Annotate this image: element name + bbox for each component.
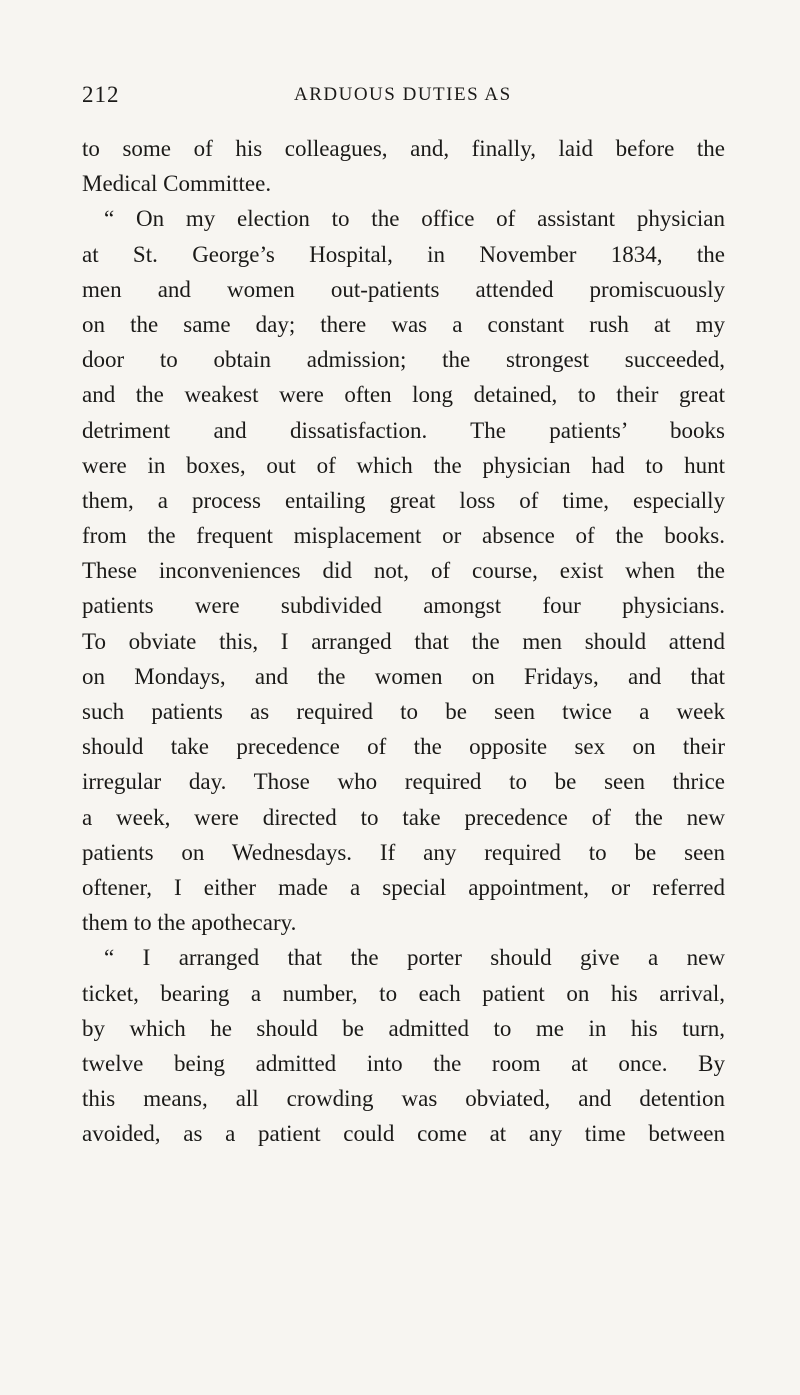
body-text (82, 131, 725, 1151)
text-line: door to obtain admission; the strongest succeeded, (82, 347, 725, 373)
text-line: from the frequent misplacement or absence of the books. (82, 523, 725, 549)
text-line: this means, all crowding was obviated, and detention (82, 1086, 725, 1112)
text-line: them, a process entailing great loss of time, especially (82, 487, 725, 513)
text-line: ticket, bearing a number, to each patient on his arrival, (82, 980, 725, 1006)
text-line: Medical Committee. (82, 171, 272, 197)
text-line: at St. George’s Hospital, in November 1834, the (82, 241, 725, 267)
text-line: To obviate this, I arranged that the men should attend (82, 628, 725, 654)
text-line: These inconveniences did not, of course, exist when the (82, 558, 725, 584)
page-number: 212 (82, 82, 120, 107)
text-line: a week, were directed to take precedence of the new (82, 804, 725, 830)
text-line: on Mondays, and the women on Fridays, and that (82, 663, 725, 689)
text-line: patients were subdivided amongst four physicians. (82, 593, 725, 619)
text-line: detriment and dissatisfaction. The patients’ books (82, 417, 725, 443)
text-line: “ I arranged that the porter should give a new (104, 945, 725, 971)
running-head: ARDUOUS DUTIES AS (294, 84, 512, 105)
text-line: them to the apothecary. (82, 910, 297, 936)
text-line: oftener, I either made a special appointment, or referred (82, 874, 725, 900)
text-line: such patients as required to be seen twice a week (82, 699, 725, 724)
text-line: on the same day; there was a constant rush at my (82, 311, 725, 337)
text-line: avoided, as a patient could come at any time between (82, 1121, 725, 1147)
text-line: by which he should be admitted to me in his turn, (82, 1015, 725, 1041)
text-line: should take precedence of the opposite sex on their (82, 734, 725, 760)
text-line: “ On my election to the office of assistant physician (104, 206, 725, 232)
text-line: irregular day. Those who required to be seen thrice (82, 769, 725, 795)
text-line: were in boxes, out of which the physician had to hunt (82, 452, 725, 478)
text-line: patients on Wednesdays. If any required to be seen (82, 839, 725, 865)
text-line: to some of his colleagues, and, finally, laid before the (82, 136, 725, 161)
text-line: twelve being admitted into the room at once. By (82, 1050, 725, 1076)
text-line: men and women out-patients attended promiscuously (82, 276, 725, 302)
text-line: and the weakest were often long detained, to their great (82, 382, 725, 408)
page-header (82, 82, 722, 112)
